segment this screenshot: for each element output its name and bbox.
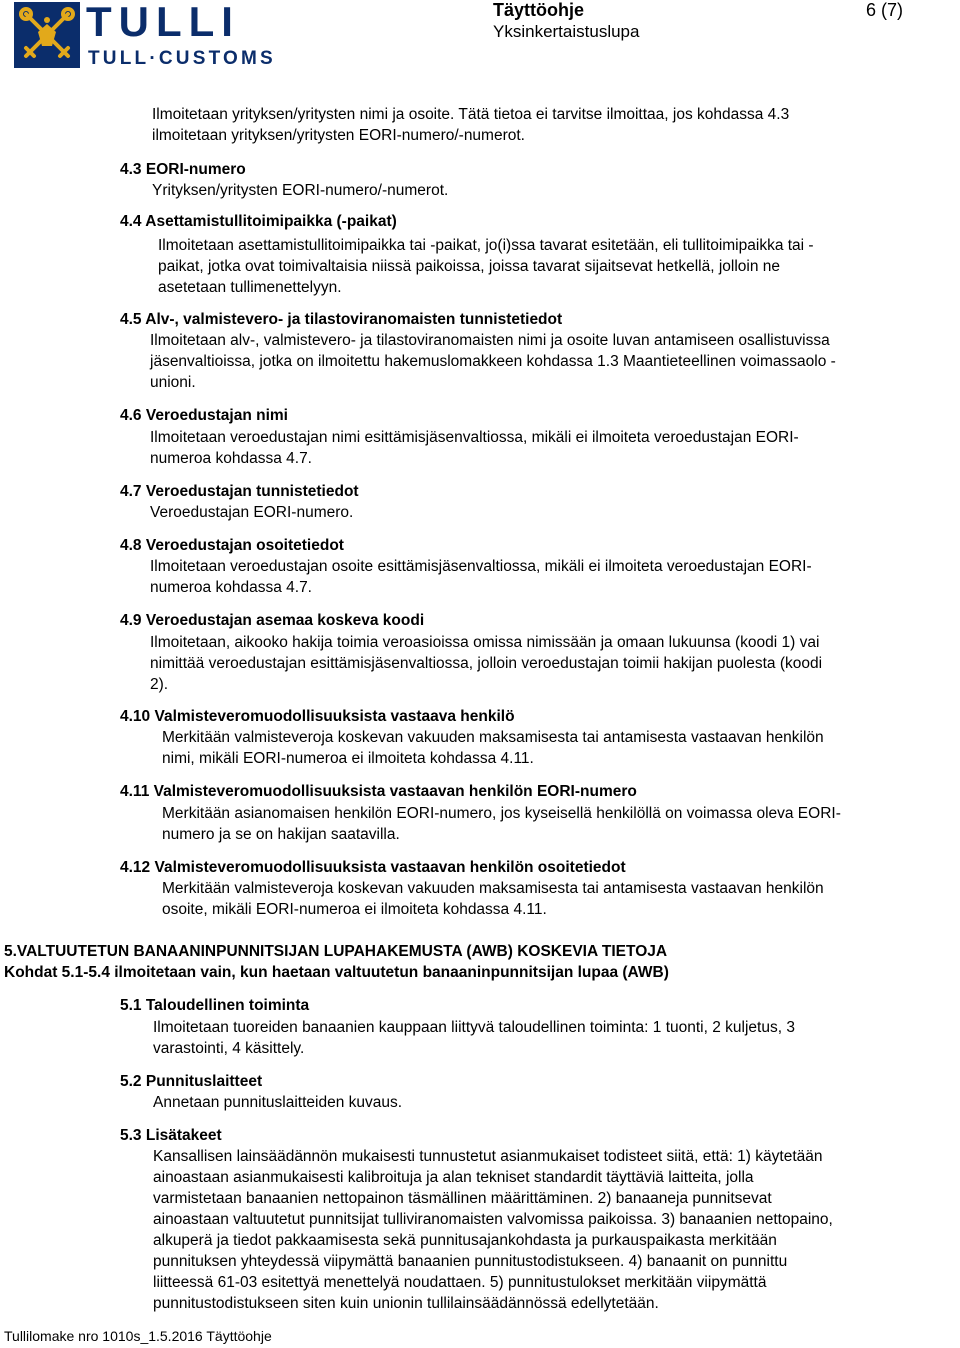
body-line: jäsenvaltioissa, jotka on ilmoitettu hakemuslomakkeen kohdassa 1.3 Maantieteellinen voimassaolo - (150, 353, 836, 370)
body-line: ainoastaan valtuutetut punnitsijat tulliviranomaisten valvomissa paikoissa. 3) banaanien nettopaino, (153, 1211, 833, 1228)
section-heading-4-7: 4.7 Veroedustajan tunnistetiedot (120, 483, 359, 500)
section-heading-4-9: 4.9 Veroedustajan asemaa koskeva koodi (120, 612, 425, 629)
logo-subtitle: TULL·CUSTOMS (88, 48, 276, 69)
body-line: nimi, mikäli EORI-numeroa ei ilmoiteta kohdassa 4.11. (162, 750, 534, 767)
body-line: Ilmoitetaan veroedustajan osoite esittämisjäsenvaltiossa, mikäli ei ilmoiteta veroedustajan EORI- (150, 558, 812, 575)
body-line: Ilmoitetaan, aikooko hakija toimia veroasioissa omissa nimissään ja omaan lukuunsa (koodi 1) vai (150, 634, 820, 651)
body-line: numeroa kohdassa 4.7. (150, 450, 312, 467)
body-line: paikat, jotka ovat toimivaltaisia niissä paikoissa, joissa tavarat sijaitsevat hetkellä, jolloin ne (158, 258, 781, 275)
section-heading-4-12: 4.12 Valmisteveromuodollisuuksista vastaavan henkilön osoitetiedot (120, 859, 626, 876)
body-line: liitteessä 61-03 esitettyä menettelyä noudattaen. 5) punnitustulokset merkitään viipymättä (153, 1274, 767, 1291)
body-line: ainoastaan asianmukaisesti kalibroituja ja alan tekniset standardit täyttäviä laitteita, jolla (153, 1169, 754, 1186)
page-footer: Tullilomake nro 1010s_1.5.2016 Täyttöohje (4, 1328, 272, 1344)
body-line: Merkitään valmisteveroja koskevan vakuuden maksamisesta tai antamisesta vastaavan henkilön (162, 729, 824, 746)
section-heading-5-3: 5.3 Lisätakeet (120, 1127, 222, 1144)
body-line: punnitustodistukseen siten kuin unionin tullilainsäädännössä edellytetään. (153, 1295, 659, 1312)
body-line: Ilmoitetaan asettamistullitoimipaikka tai -paikat, jo(i)ssa tavarat esitetään, eli tullitoimipaikka tai - (158, 237, 814, 254)
body-line: alkuperä ja tiedot pakkaamisesta sekä punnitusajankohdasta ja purkauspaikasta merkitään (153, 1232, 777, 1249)
body-line: osoite, mikäli EORI-numeroa ei ilmoiteta kohdassa 4.11. (162, 901, 547, 918)
body-line: Ilmoitetaan veroedustajan nimi esittämisjäsenvaltiossa, mikäli ei ilmoiteta veroedustajan EORI- (150, 429, 799, 446)
body-line: ilmoitetaan yrityksen/yritysten EORI-numero/-numerot. (152, 127, 525, 144)
body-line: Merkitään valmisteveroja koskevan vakuuden maksamisesta tai antamisesta vastaavan henkilön (162, 880, 824, 897)
page-number: 6 (7) (866, 0, 904, 20)
section-heading-4-4: 4.4 Asettamistullitoimipaikka (-paikat) (120, 213, 397, 230)
body-line: Yrityksen/yritysten EORI-numero/-numerot. (152, 182, 449, 199)
logo-wordmark: TULLI (86, 0, 240, 45)
body-line: numeroa kohdassa 4.7. (150, 579, 312, 596)
body-line: punnituksen yhteydessä viipymättä banaanien punnitustodistukseen. 4) banaanit on punnittu (153, 1253, 788, 1270)
body-line: varmistetaan banaanien nettopainon täsmällinen määrittäminen. 2) banaaneja punnitsevat (153, 1190, 772, 1207)
tulli-logo (14, 2, 314, 68)
section-heading-4-8: 4.8 Veroedustajan osoitetiedot (120, 537, 344, 554)
section-heading-4-11: 4.11 Valmisteveromuodollisuuksista vastaavan henkilön EORI-numero (120, 783, 637, 800)
section-heading-5: 5.VALTUUTETUN BANAANINPUNNITSIJAN LUPAHAKEMUSTA (AWB) KOSKEVIA TIETOJA (4, 943, 668, 960)
body-line: asetetaan tullimenettelyyn. (158, 279, 342, 296)
document-subtitle: Yksinkertaistuslupa (493, 22, 640, 41)
body-line: Ilmoitetaan alv-, valmistevero- ja tilastoviranomaisten nimi ja osoite luvan antamiseen osallistuvissa (150, 332, 830, 349)
document-title: Täyttöohje (493, 0, 585, 20)
section-heading-5-2: 5.2 Punnituslaitteet (120, 1073, 263, 1090)
body-line: Veroedustajan EORI-numero. (150, 504, 354, 521)
section-heading-4-3: 4.3 EORI-numero (120, 161, 246, 178)
section-heading-4-6: 4.6 Veroedustajan nimi (120, 407, 288, 424)
body-line: unioni. (150, 374, 196, 391)
body-line: Ilmoitetaan yrityksen/yritysten nimi ja osoite. Tätä tietoa ei tarvitse ilmoittaa, jos kohdassa 4.3 (152, 106, 790, 123)
body-line: Annetaan punnituslaitteiden kuvaus. (153, 1094, 403, 1111)
section-heading-4-5: 4.5 Alv-, valmistevero- ja tilastoviranomaisten tunnistetiedot (120, 311, 563, 328)
body-line: numero ja se on hakijan saatavilla. (162, 826, 400, 843)
section-heading-5-1: 5.1 Taloudellinen toiminta (120, 997, 310, 1014)
section-heading-4-10: 4.10 Valmisteveromuodollisuuksista vastaava henkilö (120, 708, 515, 725)
body-line: Kansallisen lainsäädännön mukaisesti tunnustetut asianmukaiset todisteet siitä, että: 1) käytetään (153, 1148, 823, 1165)
crossed-keys-emblem-icon (14, 2, 80, 68)
body-line: Ilmoitetaan tuoreiden banaanien kauppaan liittyvä taloudellinen toiminta: 1 tuonti, 2 kuljetus, 3 (153, 1019, 795, 1036)
section-subheading-5: Kohdat 5.1-5.4 ilmoitetaan vain, kun haetaan valtuutetun banaaninpunnitsijan lupaa (AWB) (4, 964, 669, 981)
body-line: Merkitään asianomaisen henkilön EORI-numero, jos kyseisellä henkilöllä on voimassa oleva EORI- (162, 805, 841, 822)
body-line: 2). (150, 676, 169, 693)
body-line: nimittää veroedustajan esittämisjäsenvaltiossa, jolloin veroedustajan toimii hakijan puolesta (koodi (150, 655, 823, 672)
body-line: varastointi, 4 käsittely. (153, 1040, 305, 1057)
